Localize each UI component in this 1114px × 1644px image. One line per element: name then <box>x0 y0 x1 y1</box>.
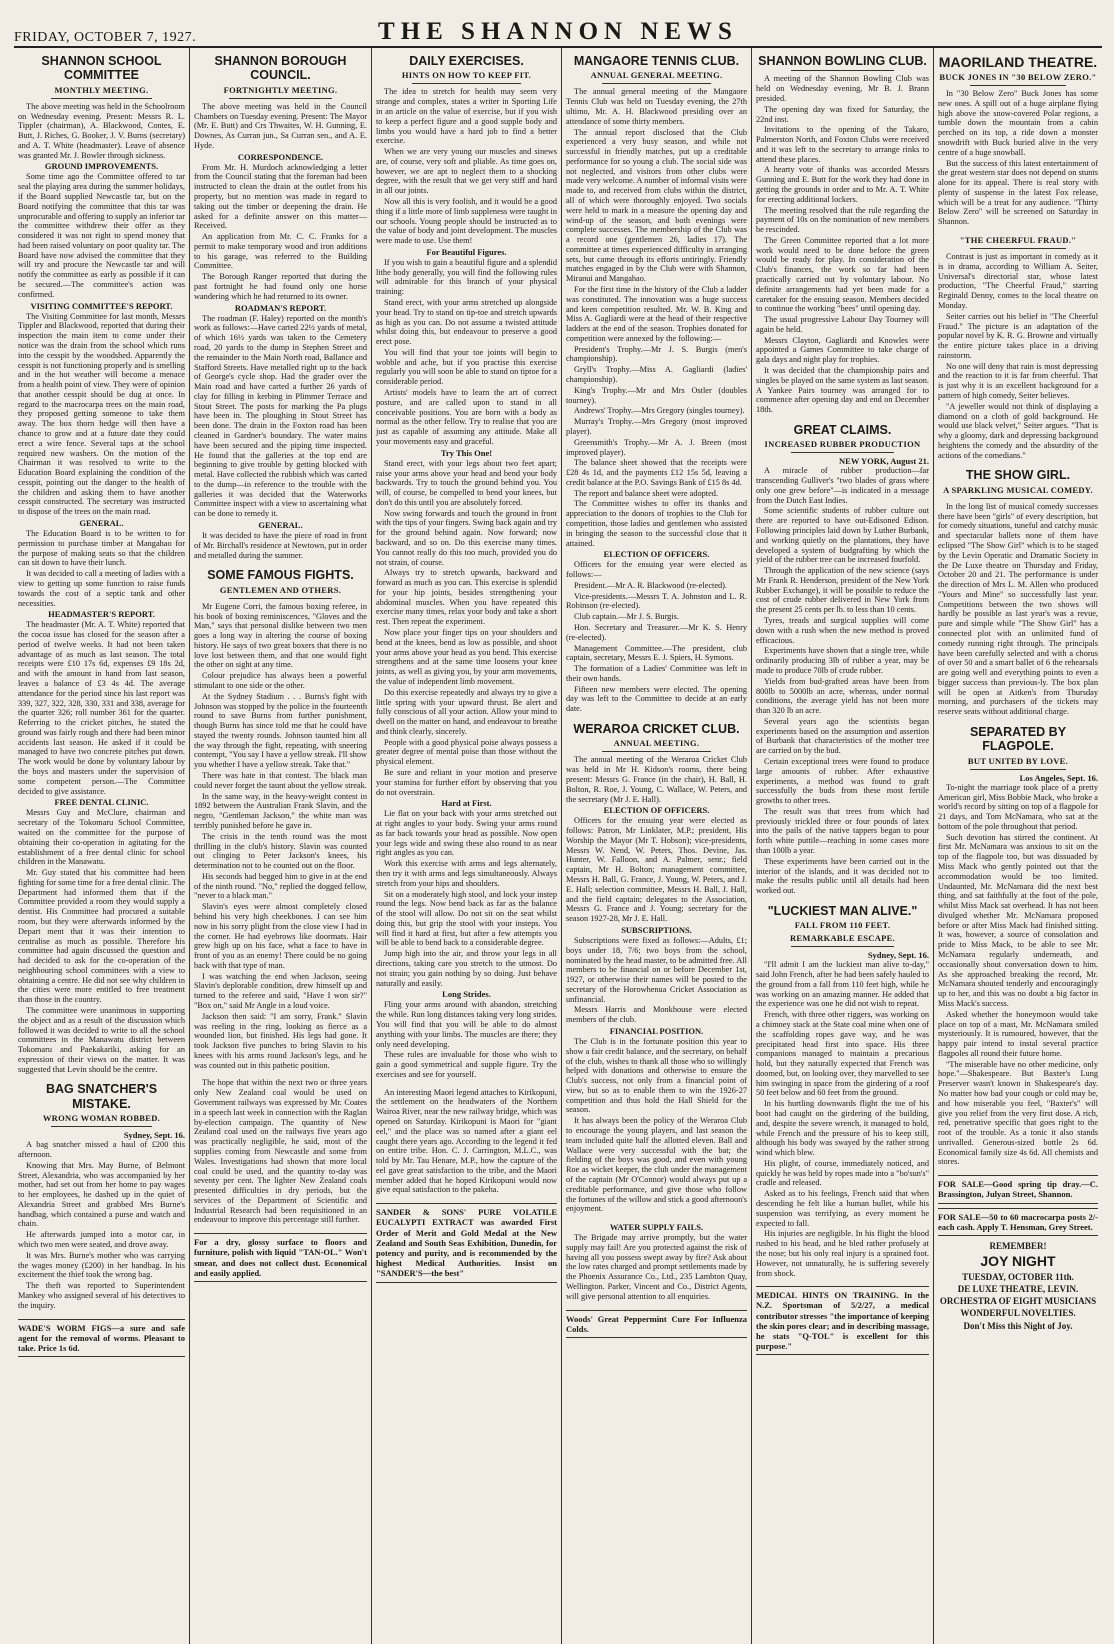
announcement-title: JOY NIGHT <box>980 1253 1056 1270</box>
article-headline: THE SHOW GIRL. <box>965 468 1071 483</box>
article-body <box>938 783 1098 1167</box>
article-dateline: Los Angeles, Sept. 16. <box>1019 772 1098 783</box>
paragraph: Now place your finger tips on your shoulders and bend at the knees, bend as low as possible, and shoot your arms above your head as you bend. This exercise strengthens and at the same time loosens your knee joints, as well as giving you, by your arm movements, the value of independent limb movement. <box>376 628 557 686</box>
article-subhead: FORTNIGHTLY MEETING. <box>223 84 338 95</box>
paragraph: The Committee wishes to offer its thanks and appreciation to the donors of trophies to the Club for competition, those ladies and gentlemen who assisted in bringing the season to the successful close that it attained. <box>566 499 747 548</box>
paragraph: In the long list of musical comedy successes there have been "girls" of every description, but for comedy situations, tuneful and catchy music and spectacular ballets none of them have eclipsed "The Show Girl" which is to be staged by the Levin Operatic and Dramatic Society in the De Luxe theatre on Thursday and Friday, October 20 and 21. The performance is under the direction of Mrs L. M. Allen who produced "Yours and Mine" so successfully last year. Competitions between the two shows will hardly be possible as last year's was a revue, pure and simple while "The Show Girl" has a connected plot with an unlimited fund of comedy running right through. The principals have been carefully selected and with a chorus of over 50 and a smart ballet of 6 the rehearsals are going well and everything points to even a bigger success than previous-ly. The box plan will be open at Aitken's from Thursday morning, and purchasers of the tickets may reserve seats without additional charge. <box>938 501 1098 717</box>
headline-rule <box>970 769 1066 770</box>
paragraph: Jackson then said: "I am sorry, Frank." Slavin was reeling in the ring, looking as fierce as a wounded lion, but finished. His legs had gone. It took Jackson five punches to bring Slavin to his knees with his arms round Jackson's legs, and he was counted out in this pathetic position. <box>194 1011 367 1070</box>
paragraph: From Mr. H. Murdoch acknowledging a letter from the Council stating that the foreman had been instructed to clean the drain at the outlet from his property, but no mention was made in regard to taking out the timber or deepening the drain. He asked for a definite answer on this matter—Received. <box>194 162 367 231</box>
paragraph: Stand erect, with your arms stretched up alongside your head. Try to stand on tip-toe and stretch upwards as high as you can. Do not assume a twisted attitude whilst doing this, but endeavour to preserve a good erect pose. <box>376 298 557 347</box>
paragraph: President's Trophy.—Mr J. S. Burgis (men's championship). <box>566 344 747 364</box>
paragraph: Asked whether the honeymoon would take place on top of a mast, Mr. McNamara smiled mysteriously. It is rumoured, however, that the happy pair intend to instal several practice flagpoles all round their future home. <box>938 1009 1098 1058</box>
article-headline: MAORILAND THEATRE. <box>938 54 1098 70</box>
section-subhead: ROADMAN'S REPORT. <box>234 302 327 313</box>
article <box>18 54 185 1074</box>
paragraph: At the Sydney Stadium . . . Burns's fight with Johnson was stopped by the police in the fourteenth round to save Burns from further punishment, though Burns has since told me that he could have stayed the twenty rounds. Johnson taunted him all the way through the fight, repeating, with sneering contempt, "You say I have a yellow streak. I'll show you whether I have a yellow streak. Take that." <box>194 691 367 770</box>
article-headline: GREAT CLAIMS. <box>793 422 892 437</box>
article <box>18 1082 185 1310</box>
paragraph: For the first time in the history of the Club a ladder was constituted. The innovation was a huge success and keen competition resulted. Mr. W. B. King and Miss A. Gagliardi were at the head of their respective ladders at the end of the season. Trophies donated for competition were annexed by the following:— <box>566 285 747 343</box>
article <box>938 468 1098 717</box>
paragraph: I was watching the end when Jackson, seeing Slavin's deplorable condition, drew himself up and turned to the referee and said, "Have I won sir?" "Box on," said Mr Angle in a loud voice. <box>194 971 367 1011</box>
headline-rule <box>229 598 333 599</box>
paragraph: Club captain.—Mr J. S. Burgis. <box>574 612 679 622</box>
section-subhead: FREE DENTAL CLINIC. <box>54 797 149 808</box>
article-body <box>938 252 1098 460</box>
paragraph: In the same way, in the heavy-weight contest in 1892 between the Australian Frank Slavin, and the negro, "Gentleman Jackson," the white man was terribly punished before he gave in. <box>194 791 367 830</box>
paragraph: These rules are invaluable for those who wish to gain a good symmetrical and supple figure. Try the exercises and see for yourself. <box>376 1050 557 1079</box>
paragraph: The Borough Ranger reported that during the past fortnight he had found only one horse wandering which he had returned to its owner. <box>194 272 367 301</box>
paragraph: Experiments have shown that a single tree, while ordinarily producing 3lb of rubber a year, may be made to produce 70lb of crude rubber. <box>756 646 929 675</box>
headline-rule <box>791 452 895 453</box>
paragraph: Some time ago the Committee offered to tar seal the playing area during the summer holidays, if the Board supplied Newcastle tar, but on the Board notifying the committee that this tar was unprocurable and offering to supply an inferior tar the committee withdrew their offer as they considered it was not right to spend money that had been raised voluntary on poor quality tar. The Board have now advised the committee that they will try and procure the Newcastle tar and will notify the committee as early as possible if it can be secured.—The committee's action was confirmed. <box>18 172 185 299</box>
article <box>566 1222 747 1301</box>
article <box>756 54 929 415</box>
article-subhead: FALL FROM 110 FEET. <box>794 920 891 931</box>
paragraph: Some scientific students of rubber culture out there are reported to have out-Edisoned Edison. Following principles laid down by Luther Burbank, and working quietly on the plantations, they have developed a system of budgrafting by which the yield of the rubber tree can be increased fourfold. <box>756 506 929 565</box>
paragraph: Officers for the ensuing year were elected as follows: Patron, Mr Linklater, M.P.; president, His Worship the Mayor (Mr T. Hobson); vice-presidents, Messrs W. Nend, W. Peters, Thos. Devine, Jas. Hunter, W. Falloon, and A. Palmer, senr.; field captain, Mr H. Bolton; management committee, Messrs H. Ball, G. France, J. Young, W. Peters, and J. E. Hall; selection committee, Messrs H. Ball, J. Hall, and the field captain; delegates to the Association, Messrs G. France and J. Young; secretary for the season 1927-28, Mr J. E. Hall. <box>566 816 747 924</box>
paragraph: Hon. Secretary and Treasurer.—Mr K. S. Henry (re-elected). <box>566 623 747 642</box>
paragraph: Vice-presidents.—Messrs T. A. Johnston and L. R. Robinson (re-elected). <box>566 591 747 611</box>
paragraph: Messrs Harris and Monkhouse were elected members of the club. <box>566 1005 747 1025</box>
masthead <box>14 10 1102 48</box>
paragraph: The above meeting was held in the Council Chambers on Tuesday evening. Present: The Mayor (Mr. E. Butt) and Crs Thwaites, W. H. Gunning, E. Downes, As Curran jun., Sa Curran sen., and A. E. Hyde. <box>194 101 367 150</box>
article-subhead: ANNUAL GENERAL MEETING. <box>590 70 723 81</box>
article-subhead: "THE CHEERFUL FRAUD." <box>959 235 1077 246</box>
article-headline: MANGAORE TENNIS CLUB. <box>573 54 740 68</box>
article-headline: SHANNON SCHOOL COMMITTEE <box>41 54 162 83</box>
paragraph: Lie flat on your back with your arms stretched out at right angles to your body. Swing your arms round as far back towards your head as possible. Now open your legs wide and swing these also round to as near right angles as you can. <box>376 809 557 858</box>
paragraph: It was decided to have the piece of road in front of Mr. Birchall's residence at Newtown, put in order and metalled during the summer. <box>194 531 367 560</box>
paragraph: The idea to stretch for health may seem very strange and complex, states a writer in Sporting Life in an article on the value of exercise, but if you wish to keep a perfect figure and a good supple body and limbs you would have a hard job to find a better exercise. <box>376 87 557 146</box>
article-headline: SOME FAMOUS FIGHTS. <box>207 568 354 583</box>
newspaper-title: THE SHANNON NEWS <box>378 18 738 45</box>
paragraph: Jump high into the air, and throw your legs in all directions, taking care you stretch to the utmost. Do not strain; you gain nothing by so doing. Just behave naturally and easily. <box>376 949 557 988</box>
paragraph: Officers for the ensuing year were elected as follows:— <box>566 560 747 580</box>
paragraph: You will find that your toe joints will begin to wobble and ache, but if you practise this exercise regularly you will soon be able to stand on tiptoe for a considerable period. <box>376 347 557 387</box>
article-dateline: Sydney, Sept. 16. <box>123 1130 185 1141</box>
paragraph: Be sure and reliant in your motion and preserve your stamina for further effort by observing that you do not overstrain. <box>376 767 557 797</box>
headline-rule <box>970 498 1066 499</box>
article-body <box>18 1140 185 1310</box>
headline-rule <box>970 85 1066 86</box>
paragraph: Fling your arms around with abandon, stretching the while. Run long distances taking very long strides. You will find that you will be able to do almost anything with your limbs. The muscles are there; they only need developing. <box>376 1000 557 1049</box>
paragraph: Invitations to the opening of the Takaro, Palmerston North, and Foxton Clubs were received and it was left to the secretary to arrange rinks to attend these places. <box>756 125 929 164</box>
paragraph: Seiter carries out his belief in "The Cheerful Fraud." The picture is an adaptation of the popular novel by K. R. G. Browne and virtually the entire picture takes place in a driving rainstorm. <box>938 311 1098 360</box>
headline-rule <box>229 98 333 99</box>
paragraph: Fifteen new members were elected. The opening day was left to the Committee to decide at an early date. <box>566 684 747 714</box>
paragraph: His plight, of course, immediately noticed, and quickly he was held by ropes made into a "bo'sun's" cradle and released. <box>756 1158 929 1188</box>
article-subhead: MONTHLY MEETING. <box>54 84 149 95</box>
section-subhead: ELECTION OF OFFICERS. <box>603 549 710 560</box>
article-body <box>18 102 185 1075</box>
paragraph: The annual report disclosed that the Club experienced a very busy season, and while not successful in friendly matches, put up a creditable performance for so young a club. The social side was not neglected, and visitors from other clubs were made very welcome. A number of informal visits were made to, and received from clubs within the district, all of which were thoroughly enjoyed. Two socials were held to mark in a measure the opening day and wind-up of the season, and both evenings were complete successes. The membership of the Club was a record one (gentlemen 26, ladies 17). The committee at times experienced difficulty in arranging sets, but came through its efforts untiringly. Friendly matches engaged in by the Club were with Shannon, Miranui and Mangahao. <box>566 127 747 284</box>
article <box>938 235 1098 460</box>
paragraph: The Brigade may arrive promptly, but the water supply may fail! Are you protected against the risk of having all you possess swept away by fire? Ask about the low rates charged and prompt settlements made by the Phoenix Assurance Co., Ltd., 235 Lambton Quay, Wellington. Parker, Vincent and Co., District Agents, will give personal attention to all enquiries. <box>566 1233 747 1301</box>
paragraph: Greensmith's Trophy.—Mr A. J. Breen (most improved player). <box>566 437 747 457</box>
paragraph: Certain exceptional trees were found to produce large amounts of rubber. After exhaustive experiments, a method was found to graft successfully the buds from these most fertile growths to other trees. <box>756 756 929 806</box>
paragraph: But the success of this latest entertainment of the great western star does not depend on stunts alone for its appeal. There is real story with plenty of suspense in the latest Fox release, which will be a treat for any audience. "Thirty Below Zero" will be screened on Saturday in Shannon. <box>938 158 1098 227</box>
paragraph: King's Trophy.—Mr and Mrs Ostler (doubles tourney). <box>566 385 747 405</box>
section-subhead: VISITING COMMITTEE'S REPORT. <box>30 300 173 311</box>
article-subhead: A SPARKLING MUSICAL COMEDY. <box>943 484 1093 495</box>
article-body <box>376 1088 557 1196</box>
paragraph: Do this exercise repeatedly and always try to give a little spring with your upward thrust. Be alert and fully conscious of all your action. Allow your mind to dwell on the matter on hand, and endeavour to breathe and think clearly, sincerely. <box>376 687 557 736</box>
paragraph: He afterwards jumped into a motor car, in which two men were seated, and drove away. <box>18 1230 185 1250</box>
column-4 <box>562 48 752 1644</box>
paragraph: Yields from bud-grafted areas have been from 800lb to 5000lb an acre, whereas, under normal conditions, the average yield has not been more than 320 lb an acre. <box>756 676 929 716</box>
article <box>938 725 1098 1167</box>
paragraph: The annual general meeting of the Mangaore Tennis Club was held on Tuesday evening, the 27th ultimo, Mr. A. H. Blackwood presiding over an attendance of some thirty members. <box>566 87 747 126</box>
section-subhead: GENERAL. <box>79 518 124 529</box>
article <box>756 904 929 1278</box>
article-body <box>938 89 1098 227</box>
paragraph: Subscriptions were fixed as follows:—Adults, £1; boys under 18, 7/6; two boys from the school, nominated by the head master, to be admitted free. All members to be financial on or before December 1st, 1927, or otherwise their names will be posted to the secretary of the Horowhenua Cricket Association as unfinancial. <box>566 935 747 1004</box>
paragraph: Asked as to his feelings, French said that when descending he felt like a human bullet, while his suspension was terrifying, as every moment he expected to fall. <box>756 1189 929 1228</box>
paragraph: The Club is in the fortunate position this year to show a fair credit balance, and the secretary, on behalf of the club, wishes to thank all those who so willingly helped with donations and otherwise to ensure the Club's success, not only from a financial point of view, but so as to enable them to win the 1926-27 competition and thus hold the Hall Shield for the season. <box>566 1037 747 1115</box>
article <box>194 568 367 1070</box>
announcement-date: TUESDAY, OCTOBER 11th. <box>962 1272 1074 1282</box>
paragraph: Messrs Clayton, Gagliardi and Knowles were appointed a Games Committee to take charge of gala days and night play for trophies. <box>756 335 929 365</box>
paragraph: Artists' models have to learn the art of correct posture, and are called upon to stand in all conceivable positions. You are born with a body as normal as the other fellow. Try to realise that you are just as capable of assuming any attitude. Make all your movements easy and graceful. <box>376 388 557 446</box>
paragraph: Knowing that Mrs. May Burne, of Belmont Street, Alexandria, who was accompanied by her mother, had set out from her home to pay wages to her employees, he dashed up in the quiet of Alexandria Street and grabbed Mrs Burne's handbag, which contained a purse and watch and chain. <box>18 1160 185 1229</box>
paragraph: Tyres, treads and surgical supplies will come down with a rush when the new method is proved efficacious. <box>756 616 929 645</box>
paragraph: Several years ago the scientists began experiments based on the assumption and assertion of Burbank that characteristics of the mother tree are carried on by the bud. <box>756 716 929 756</box>
announcement-lead: REMEMBER! <box>989 1240 1047 1251</box>
section-subhead: For Beautiful Figures. <box>426 246 507 257</box>
article-body <box>566 755 747 1214</box>
column-3 <box>372 48 562 1644</box>
article <box>376 54 557 1080</box>
paragraph: The Visiting Committee for last month, Messrs Tippler and Blackwood, reported that during their inspection the main item to come under their notice was the drain from the school which runs into the cesspit by the woodshed. Apparently the cesspit is not functioning properly and is smelling and in the hot weather will become a menace from a health point of view. They were of opinion that another cesspit should be dug at once. In regard to the macrocarpa trees on the main road, they proposed getting someone to take them away. The box thorn hedge will then have a chance to grow and at a future date they could erect a wire fence. Several taps at the school required new washers. On the motion of the Chairman it was resolved to write to the Education Board explaining the condition of the cesspit, pointing out the danger to the health of the children and asking them to have another cesspit constructed. The secretary was instructed to dispose of the trees on the main road. <box>18 311 185 517</box>
paragraph: It was Mrs. Burne's mother who was carrying the wages money (£200) in her handbag. In his excitement the thief took the wrong bag. <box>18 1250 185 1280</box>
paragraph: An application from Mr. C. C. Franks for a permit to make temporary wood and iron additions to his garage, was referred to the Building Committee. <box>194 232 367 271</box>
paragraph: Mr Eugene Corri, the famous boxing referee, in his book of boxing reminiscences, "Gloves and the Man," says that personal dislike between two men goes a long way in altering the course of boxing history. He says of two great boxers that there is no love lost between them, and that one would fight the other on sight at any time. <box>194 601 367 670</box>
paragraph: The roadman (F. Haley) reported on the month's work as follows:—Have carted 22½ yards of metal, of which 16½ yards was taken to the Cemetery road, 20 yards to the dump in Stephen Street and the remainder to the Main North road, Ballance and Stafford Streets. Have metalled right up to the back of George's cycle shop. Had the grader over the Main road and have carted a further 26 yards of clay for filling in kerbing in Plimmer Terrace and Stout Street. The posts for marking the Pa plugs have been in. The ploughing in Stout Street has been done. The drain in the Foxton road has been cleaned in Gardner's boundary. The water mains have been secured and the piping time inspected. He found that the galleries at the top end are beginning to give trouble by getting blocked with metal. Have collected the rubbish which was carted to the dump—in reference to the trouble with the galleries it was decided that the Waterworks Committee inspect with a view to ascertaining what can be done to remedy it. <box>194 313 367 519</box>
paragraph: These experiments have been carried out in the interior of the islands, and it was decided not to make the results public until all details had been worked out. <box>756 856 929 896</box>
section-subhead: Try This One! <box>440 447 493 458</box>
paragraph: Gryll's Trophy.—Miss A. Gagliardi (ladies' championship). <box>566 365 747 385</box>
article-subhead: GENTLEMEN AND OTHERS. <box>219 584 342 595</box>
article-body <box>938 502 1098 717</box>
paragraph: The headmaster (Mr. A. T. White) reported that the cocoa issue has closed for the season after a period of twelve weeks. It had not been taken advantage of as much as last season. The total receipts were £10 17s 6d, expenses £9 18s 2d, and with the amount in hand from last season, leaves a balance of £3 4s 4d. The average attendance for the period since his last report was 339, 327, 322, 328, 330, 331 and 338, average for the quarter 326; roll number 361 for the quarter. Referring to the cricket pitches, he stated the ground was fairly rough and there had been minor accidents last season. He asked if it could be managed to have two concrete pitches put down. The work would be done by voluntary labour by the boys and masters under the supervision of some competent person.—The Committee decided to give assistance. <box>18 620 185 796</box>
paragraph: His injuries are negligible. In his flight the blood rushed to his head, and he bled rather profusely at the nose; but his only real injury is a sprained foot. However, not unnaturally, he is suffering severely from shock. <box>756 1229 929 1278</box>
paragraph: A meeting of the Shannon Bowling Club was held on Wednesday evening, Mr B. J. Brann presided. <box>756 74 929 103</box>
headline-rule <box>602 751 711 752</box>
paragraph: Messrs Guy and McClure, chairman and secretary of the Tokomaru School Committee, waited on the committee for the purpose of obtaining their co-operation in agitating for the establishment of a free dental clinic for school children in the Manawatu. <box>18 808 185 867</box>
paragraph: The result was that trees from which had previously trickled three or four pounds of latex into the pails of the native tappers began to pour forth white puttile—reaching in some cases more than 100lb a year. <box>756 806 929 855</box>
issue-date: FRIDAY, OCTOBER 7, 1927. <box>14 30 197 45</box>
paragraph: Murray's Trophy.—Mrs Gregory (most improved player). <box>566 417 747 436</box>
section-subhead: FINANCIAL POSITION. <box>609 1025 704 1036</box>
section-subhead: GROUND IMPROVEMENTS. <box>44 161 159 172</box>
paragraph: French, with three other riggers, was working on a chimney stack at the State coal mine when one of the scaffolding ropes gave way, and he was precipitated head first into space. His three companions managed to maintain a precarious hold, but they naturally expected that French was doomed, but, on looking over, they marvelled to see him swinging in space from the girdering of a roof 50 feet below and 60 feet from the ground. <box>756 1010 929 1098</box>
headline-rule <box>791 70 895 71</box>
advertisement: MEDICAL HINTS ON TRAINING. In the N.Z. Sportsman of 5/2/27, a medical contributor stresses "the importance of keeping the skin pores clear; and in describing massage, he stats "Q-TOL" is excellent for this purpose." <box>756 1286 929 1355</box>
headline-rule <box>51 98 151 99</box>
article-headline: DAILY EXERCISES. <box>409 54 524 68</box>
article-dateline: Sydney, Sept. 16. <box>867 950 929 961</box>
paragraph: Work this exercise with arms and legs alternately, then try it with arms and legs simultaneously. Always stretch from your hips and shoulders. <box>376 859 557 888</box>
article-body <box>756 960 929 1278</box>
announcement-footer: Don't Miss this Night of Joy. <box>963 1320 1073 1331</box>
paragraph: Colour prejudice has always been a powerful stimulant to one side or the other. <box>194 671 367 691</box>
column-2 <box>190 48 372 1644</box>
article <box>566 54 747 714</box>
paragraph: The report and balance sheet were adopted. <box>574 488 718 498</box>
column-6 <box>934 48 1102 1644</box>
joy-night-announcement <box>938 1240 1098 1332</box>
paragraph: No one will deny that rain is most depressing and the reaction to it is far from cheerful. That is just why it is an excellent background for a pattern of high comedy, Seiter believes. <box>938 361 1098 400</box>
headline-rule <box>970 248 1066 249</box>
paragraph: There was hate in that contest. The black man could never forget the taunt about the yellow streak. <box>194 771 367 790</box>
article <box>566 722 747 1214</box>
article-headline: BAG SNATCHER'S MISTAKE. <box>45 1082 158 1111</box>
article <box>756 423 929 896</box>
classified-ad: FOR SALE—Good spring tip dray.—C. Brassington, Julyan Street, Shannon. <box>938 1175 1098 1203</box>
paragraph: Stand erect, with your legs about two feet apart; raise your arms above your head and bend your body backwards. Try to touch the ground behind you. You will, of course, be compelled to bend your knees, but don't do this until you are absolutely forced. <box>376 458 557 507</box>
article <box>376 1088 557 1196</box>
paragraph: People with a good physical poise always possess a greater degree of mental poise than those without the physical element. <box>376 737 557 767</box>
paragraph: The Education Board is to be written to for permission to purchase timber at Mangahao for the purpose of making seats so that the children can sit down to have their lunch. <box>18 529 185 568</box>
paragraph: "I'll admit I am the luckiest man alive to-day," said John French, after he had been safely hauled to the ground from a fall from 110 feet high, while he was working on an amazing manner. He added that the experience was one he did not wish to repeat. <box>756 960 929 1009</box>
article-headline: SHANNON BOROUGH COUNCIL. <box>214 54 347 83</box>
section-subhead: SUBSCRIPTIONS. <box>621 924 692 935</box>
article-subhead-2: REMARKABLE ESCAPE. <box>789 933 896 944</box>
paragraph: The crisis in the tenth round was the most thrilling in the club's history. Slavin was counted out clinging to Peter Jackson's knees, his determination not to be counted out on the floor. <box>194 831 367 871</box>
paragraph: If you wish to gain a beautiful figure and a splendid lithe body generally, you will find the following rules will admirable for this branch of your physical training: <box>376 257 557 297</box>
article-body <box>376 87 557 1079</box>
advertisement: For a dry, glossy surface to floors and furniture, polish with liquid "TAN-OL." Won't smear, and does not collect dust. Economical and easily applied. <box>194 1233 367 1282</box>
article-body <box>566 1222 747 1301</box>
column-5 <box>752 48 934 1644</box>
announcement-music: ORCHESTRA OF EIGHT MUSICIANS <box>939 1296 1097 1307</box>
announcement-venue: DE LUXE THEATRE, LEVIN. <box>957 1284 1079 1295</box>
paragraph: President.—Mr A. R. Blackwood (re-elected). <box>574 580 727 590</box>
paragraph: In his hurtling downwards flight the toe of his boot had caught on the girdering of the building, and, despite the severe wrench, it managed to hold, while French and the pressure of his to keep still, although his body was swayed by the rather strong wind which blew. <box>756 1099 929 1158</box>
section-subhead: ELECTION OF OFFICERS. <box>603 805 710 816</box>
columns <box>14 48 1102 1644</box>
paragraph: The theft was reported to Superintendent Mankey who assigned several of his detectives to the inquiry. <box>18 1281 185 1310</box>
article <box>938 54 1098 227</box>
paragraph: The committee were unanimous in supporting the object and as a result of the discussion which followed it was decided to write to all the school committees in the Manawatu district between Tokomaru and Paekakariki, asking for an expression of their views on the matter. It was suggested that Levin should be the centre. <box>18 1006 185 1074</box>
paragraph: His seconds had begged him to give in at the end of the ninth round. "No," replied the dogged fellow, "never to a black man." <box>194 871 367 901</box>
article-subhead: ANNUAL MEETING. <box>613 738 700 749</box>
paragraph: Sit on a moderately high stool, and lock your instep round the legs. Now bend back as far as the balance of the stool will allow. Do not sit on the seat whilst doing this, but grip the stool with your insteps. You will find it hard at first, but after a few attempts you will be able to bend back to a considerable degree. <box>376 889 557 948</box>
article-body <box>194 1078 367 1225</box>
article-body <box>194 102 367 561</box>
advertisement: WADE'S WORM FIGS—a sure and safe agent for the removal of worms. Pleasant to take. Price 1s 6d. <box>18 1319 185 1358</box>
article-subhead: INCREASED RUBBER PRODUCTION <box>764 439 921 450</box>
classified-ad: FOR SALE—50 to 60 macrocarpa posts 2/- each cash. Apply T. Hensman, Grey Street. <box>938 1208 1098 1236</box>
article-headline: SEPARATED BY FLAGPOLE. <box>969 725 1067 754</box>
paragraph: The annual meeting of the Weraroa Cricket Club was held in Mr H. Kidson's rooms, there being present: Messrs G. France (in the chair), H. Ball, H. Bolton, R. Roe, J. Young, C. Wallace, W. Peters, and the secretary (Mr J. E. Hall). <box>566 755 747 804</box>
article-dateline: NEW YORK, August 21. <box>839 456 929 467</box>
paragraph: It has always been the policy of the Weraroa Club to encourage the young players, and last season the team included quite half the allotted eleven. Ball and Wallace were very successful with the bat; the fielding of the boys was good, and even with young Roe as wicket keeper, the club under the management of the captain (Mr O'Connor) would always put up a creditable performance, and give those who follow the fortunes of the willow and stick a good afternoon's enjoyment. <box>566 1116 747 1214</box>
paragraph: Now all this is very foolish, and it would be a good thing if a little more of limb suppleness were taught in our schools. Young people should be instructed as to the value of body and joint development. The muscles were made to use. Use them! <box>376 196 557 246</box>
paragraph: Mr. Guy stated that his committee had been fighting for some time for a free dental clinic. The Department had informed them that if the Committee provided a room they would supply a dentist. His Committee had procured a suitable room, but they were afterwards informed by the Depart ment that it was their intention to centralise as much as possible. Therefore his committee had again discussed the question and had decided to ask for the co-operation of the neighbouring school committees with a view to obtaining a centre. He did not see why children in the cities were more entitled to free treatment than those in the country. <box>18 868 185 1005</box>
article-body <box>756 466 929 896</box>
paragraph: The meeting resolved that the rule regarding the payment of 10s on the nomination of new members be rescinded. <box>756 205 929 235</box>
paragraph: The opening day was fixed for Saturday, the 22nd inst. <box>756 104 929 124</box>
section-subhead: Hard at First. <box>441 798 492 809</box>
paragraph: Andrews' Trophy.—Mrs Gregory (singles tourney). <box>574 406 745 416</box>
paragraph: Slavin's eyes were almost completely closed behind his very high cheekbones. I can see him now in his sorry plight from the close view I had in the corner. He had eyebrows like doormats. Hair grew high up on his face, what a face to have in front of you as an enemy! There could be no going back with that type of man. <box>194 902 367 970</box>
section-subhead: WATER SUPPLY FAILS. <box>609 1222 704 1233</box>
headline-rule <box>602 83 711 84</box>
headline-rule <box>412 83 521 84</box>
section-subhead: CORRESPONDENCE. <box>237 151 324 162</box>
paragraph: When we are very young our muscles and sinews are, of course, very soft and pliable. As time goes on, however, we are apt to neglect them to a shocking degree, with the result that we get very stiff and hard in all our joints. <box>376 147 557 196</box>
section-subhead: HEADMASTER'S REPORT. <box>48 609 155 620</box>
column-1 <box>14 48 190 1644</box>
paragraph: The balance sheet showed that the receipts were £28 4s 1d, and the payments £12 15s 5d, leaving a credit balance at the P.O. Savings Bank of £15 8s 4d. <box>566 458 747 487</box>
paragraph: To-night the marriage took place of a pretty American girl, Miss Bobbie Mack, who broke a world's record by sitting on top of a flagpole for 21 days, and Tom McNamara, who sat at the bottom of the pole throughout that period. <box>938 782 1098 831</box>
paragraph: "The miserable have no other medicine, only hope."—Shakespeare. But Baxter's Lung Preserver wasn't known in Shakespeare's day. No matter how bad your cough or cold may be, and how miserable you feel, "Baxter's" will give you relief from the very first dose. A rich, red, penetrative specific that goes right to the root of the trouble. As a tonic it also stands unrivalled. Generous-sized bottle 2s 6d. Economical family size 4s 6d. All chemists and stores. <box>938 1059 1098 1167</box>
paragraph: Contrast is just as important in comedy as it is in drama, according to William A. Seiter, Universal's directorial star, whose latest production, "The Cheerful Fraud," starring Reginald Denny, comes to the local theatre on Monday. <box>938 252 1098 310</box>
paragraph: The hope that within the next two or three years only New Zealand coal would be used on Government railways was expressed by Mr. Coates in a speech last week in connection with the Raglan by-election campaign. The quantity of New Zealand coal used on the railways five years ago was practically negligible, he said, most of the supplies coming from Newcastle and some from Wales. Investigations had shown that more local coal could be used, and the quantity to-day was seventy per cent. The lighter New Zealand coals presented difficulties in dry periods, but the services of the Department of Scientific and Industrial Research had been requisitioned in an endeavour to improve this percentage still further. <box>194 1078 367 1225</box>
paragraph: Now swing forwards and touch the ground in front with the tips of your fingers. Swing back again and try for the ground behind again. Now forward; now backward, and so on. Do this exercise many times. You cannot really do this too much, provided you do not strain, of course. <box>376 508 557 567</box>
paragraph: Through the application of the new science (says Mr Frank R. Henderson, president of the New York Rubber Exchange), it will be possible to reduce the cost of crude rubber delivered in New York from the present 25 cents per lb. to less than 10 cents. <box>756 566 929 615</box>
article <box>194 1078 367 1225</box>
article-subhead: WRONG WOMAN ROBBED. <box>42 1113 161 1124</box>
paragraph: A hearty vote of thanks was accorded Messrs Gunning and E. Butt for the work they had done in getting the grounds in order and to Mr. A. T. White for erecting additional lockers. <box>756 165 929 204</box>
article-headline: WERAROA CRICKET CLUB. <box>573 722 740 737</box>
paragraph: "A jeweller would not think of displaying a diamond on a cloth of gold background. He would use black velvet," Seiter argues. "That is why a gloomy, dark and depressing background heightens the comedy and the absurdity of the actions of the comedians." <box>938 401 1098 460</box>
article-subhead: HINTS ON HOW TO KEEP FIT. <box>401 70 532 81</box>
announcement-novelties: WONDERFUL NOVELTIES. <box>960 1308 1076 1319</box>
paragraph: The formation of a Ladies' Committee was left in their own hands. <box>566 664 747 683</box>
paragraph: Management Committee.—The president, club captain, secretary, Messrs E. J. Spiers, H. Symons. <box>566 643 747 663</box>
article-body <box>756 74 929 415</box>
article-body <box>566 87 747 714</box>
article-subhead: BUCK JONES IN "30 BELOW ZERO." <box>939 72 1097 83</box>
paragraph: It was decided to call a meeting of ladies with a view to getting up some function to raise funds towards the cost of a septic tank and other necessities. <box>18 569 185 608</box>
article-subhead: BUT UNITED BY LOVE. <box>967 755 1069 766</box>
paragraph: Always try to stretch upwards, backward and forward as much as you can. This exercise is splendid for your hip joints, besides strengthening your abdominal muscles. When you have repeated this exercise many times, relax your body and take a short rest. Then repeat the experiment. <box>376 568 557 627</box>
paragraph: The above meeting was held in the Schoolroom on Wednesday evening. Present: Messrs R. L. Tippler (chairman), A. Blackwood, Contes, E. Butt, J. Riches, G. Booker, J. V. Burns (secretary) and A. T. White (headmaster). Leave of absence was granted Mr. J. Bowler through sickness. <box>18 101 185 160</box>
paragraph: A miracle of rubber production—far transcending Gulliver's "two blades of grass where only one grew before"—is indicated in a message from the Dutch East Indies. <box>756 466 929 505</box>
section-subhead: GENERAL. <box>258 520 303 531</box>
paragraph: In "30 Below Zero" Buck Jones has some new ones. A spill out of a huge airplane flying high above the snow-covered Polar regions, a tumble down the mountain from a cabin perched on its top, a ride down a monster snowdrift with Buck buried alive in the very centre of a huge snowball. <box>938 89 1098 157</box>
article-headline: SHANNON BOWLING CLUB. <box>758 54 927 68</box>
advertisement: Woods' Great Peppermint Cure For Influenza Colds. <box>566 1310 747 1338</box>
paragraph: An interesting Maori legend attaches to Kirikopuni, the settlement on the headwaters of the Northern Wairoa River, near the new railway bridge, which was opened on Saturday. Kirikopuni is Maori for "giant eel," and the place was so named after a giant eel caught there years ago. According to the legend it fed on entire tribe. Hon. C. J. Carrington, M.L.C., was told by Mr. Tau Henare, M.P., how the capture of the eel gave great satisfaction to the tribe, and the Maori member added that he hoped Kirikopuni would now give equal satisfaction to the pakeha. <box>376 1087 557 1195</box>
section-subhead: Long Strides. <box>442 989 491 1000</box>
advertisement: SANDER & SONS' PURE VOLATILE EUCALYPTI EXTRACT was awarded First Order of Merit and Gold Medal at the New Zealand and South Seas Exhibition, Dunedin, for potency and purity, and is recommended by the highest Medical Authorities. Insist on "SANDER'S—the best" <box>376 1203 557 1282</box>
paragraph: Such devotion has stirred the continent. At first Mr. McNamara was anxious to sit on the top of the flagpole too, but was dissuaded by Miss Mack who gently pointed out that the accommodation would be too limited. Undaunted, Mr. McNamara did the next best thing, and sat faithfully at the foot of the pole, whilst Miss Mack sat overhead. It has not been divulged whether Mr. McNamara proposed before or after Miss Mack had finished sitting. It was, however, a source of consolation and pride to Miss Mack, to be able to see Mr. McNamara regularly underneath, and occasionally shout conversation down to him. As she approached breaking the record, Mr. McNamara shouted tenderly and encouragingly up to her, and this was no doubt a big factor in Miss Mack's success. <box>938 832 1098 1008</box>
article <box>194 54 367 560</box>
headline-rule <box>51 1126 151 1127</box>
headline-rule <box>791 946 895 947</box>
paragraph: The usual progressive Labour Day Tourney will again be held. <box>756 315 929 334</box>
article-headline: "LUCKIEST MAN ALIVE." <box>767 903 918 918</box>
paragraph: A bag snatcher missed a haul of £200 this afternoon. <box>18 1140 185 1160</box>
article-body <box>194 602 367 1071</box>
paragraph: It was decided that the championship pairs and singles be played on the same system as last season. A Yankee Pairs tourney was arranged for to commence after opening day and end on December 18th. <box>756 366 929 415</box>
paragraph: The Green Committee reported that a lot more work would need to be done before the green would be ready for play. In consideration of the Club's finances, the work so far had been practically carried out by voluntary labour. No definite arrangements had yet been made for a caretaker for the ensuing season. Members decided to continue the working "bees" until opening day. <box>756 235 929 314</box>
